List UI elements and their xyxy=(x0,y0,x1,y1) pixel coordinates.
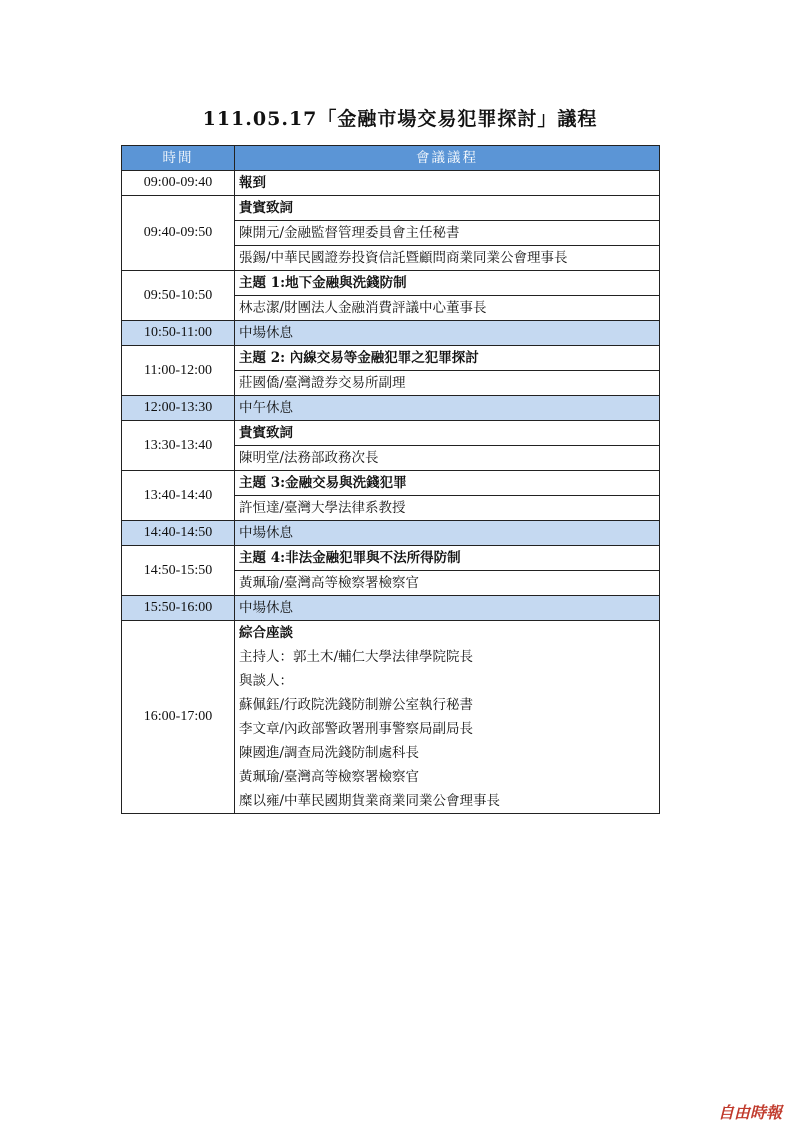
agenda-body xyxy=(122,171,660,814)
panel-row xyxy=(122,621,660,814)
speaker-item: 陳開元/金融監督管理委員會主任秘書 xyxy=(235,221,660,246)
time-slot: 13:30-13:40 xyxy=(122,421,235,471)
session-heading: 主題 1:地下金融與洗錢防制 xyxy=(235,271,660,296)
time-slot: 14:50-15:50 xyxy=(122,546,235,596)
session-heading: 綜合座談 xyxy=(239,625,293,641)
speaker-item: 林志潔/財團法人金融消費評議中心董事長 xyxy=(235,296,660,321)
panel-line: 與談人： xyxy=(239,673,293,689)
time-slot: 09:00-09:40 xyxy=(122,171,235,196)
panel-discussion-cell xyxy=(235,621,660,814)
table-row xyxy=(122,171,660,196)
page-title: 111.05.17「金融市場交易犯罪探討」議程 xyxy=(202,108,598,130)
time-slot: 11:00-12:00 xyxy=(122,346,235,396)
table-row xyxy=(122,271,660,296)
panel-line: 糜以雍/中華民國期貨業商業同業公會理事長 xyxy=(239,793,501,809)
speaker-item: 陳明堂/法務部政務次長 xyxy=(235,446,660,471)
session-heading: 貴賓致詞 xyxy=(235,196,660,221)
session-heading: 貴賓致詞 xyxy=(235,421,660,446)
time-slot: 15:50-16:00 xyxy=(122,596,235,621)
column-header-agenda: 會議議程 xyxy=(235,146,660,171)
panel-line: 主持人：郭土木/輔仁大學法律學院院長 xyxy=(239,649,474,665)
panel-line: 蘇佩鈺/行政院洗錢防制辦公室執行秘書 xyxy=(239,697,474,713)
session-heading: 主題 4:非法金融犯罪與不法所得防制 xyxy=(235,546,660,571)
agenda-table xyxy=(121,145,660,814)
table-row xyxy=(122,196,660,221)
speaker-item: 許恒達/臺灣大學法律系教授 xyxy=(235,496,660,521)
session-heading: 主題 2: 內線交易等金融犯罪之犯罪探討 xyxy=(235,346,660,371)
speaker-item: 張錫/中華民國證券投資信託暨顧問商業同業公會理事長 xyxy=(235,246,660,271)
break-row xyxy=(122,596,660,621)
time-slot: 09:50-10:50 xyxy=(122,271,235,321)
break-row xyxy=(122,321,660,346)
break-row xyxy=(122,396,660,421)
table-row xyxy=(122,421,660,446)
time-slot: 14:40-14:50 xyxy=(122,521,235,546)
time-slot: 12:00-13:30 xyxy=(122,396,235,421)
column-header-time: 時間 xyxy=(122,146,235,171)
time-slot: 13:40-14:40 xyxy=(122,471,235,521)
table-row xyxy=(122,546,660,571)
break-label: 中場休息 xyxy=(235,321,660,346)
break-label: 中午休息 xyxy=(235,396,660,421)
table-row xyxy=(122,471,660,496)
time-slot: 09:40-09:50 xyxy=(122,196,235,271)
break-row xyxy=(122,521,660,546)
newspaper-logo-watermark xyxy=(712,1101,788,1123)
svg-text:自由時報: 自由時報 xyxy=(717,1103,783,1122)
table-row xyxy=(122,346,660,371)
panel-line: 李文章/內政部警政署刑事警察局副局長 xyxy=(239,721,474,737)
speaker-item: 莊國僑/臺灣證券交易所副理 xyxy=(235,371,660,396)
break-label: 中場休息 xyxy=(235,596,660,621)
speaker-item: 黃珮瑜/臺灣高等檢察署檢察官 xyxy=(235,571,660,596)
panel-line: 陳國進/調查局洗錢防制處科長 xyxy=(239,745,420,761)
panel-line: 黃珮瑜/臺灣高等檢察署檢察官 xyxy=(239,769,420,785)
time-slot: 10:50-11:00 xyxy=(122,321,235,346)
time-slot: 16:00-17:00 xyxy=(122,621,235,814)
break-label: 中場休息 xyxy=(235,521,660,546)
agenda-item: 報到 xyxy=(235,171,660,196)
session-heading: 主題 3:金融交易與洗錢犯罪 xyxy=(235,471,660,496)
table-header-row xyxy=(122,146,660,171)
